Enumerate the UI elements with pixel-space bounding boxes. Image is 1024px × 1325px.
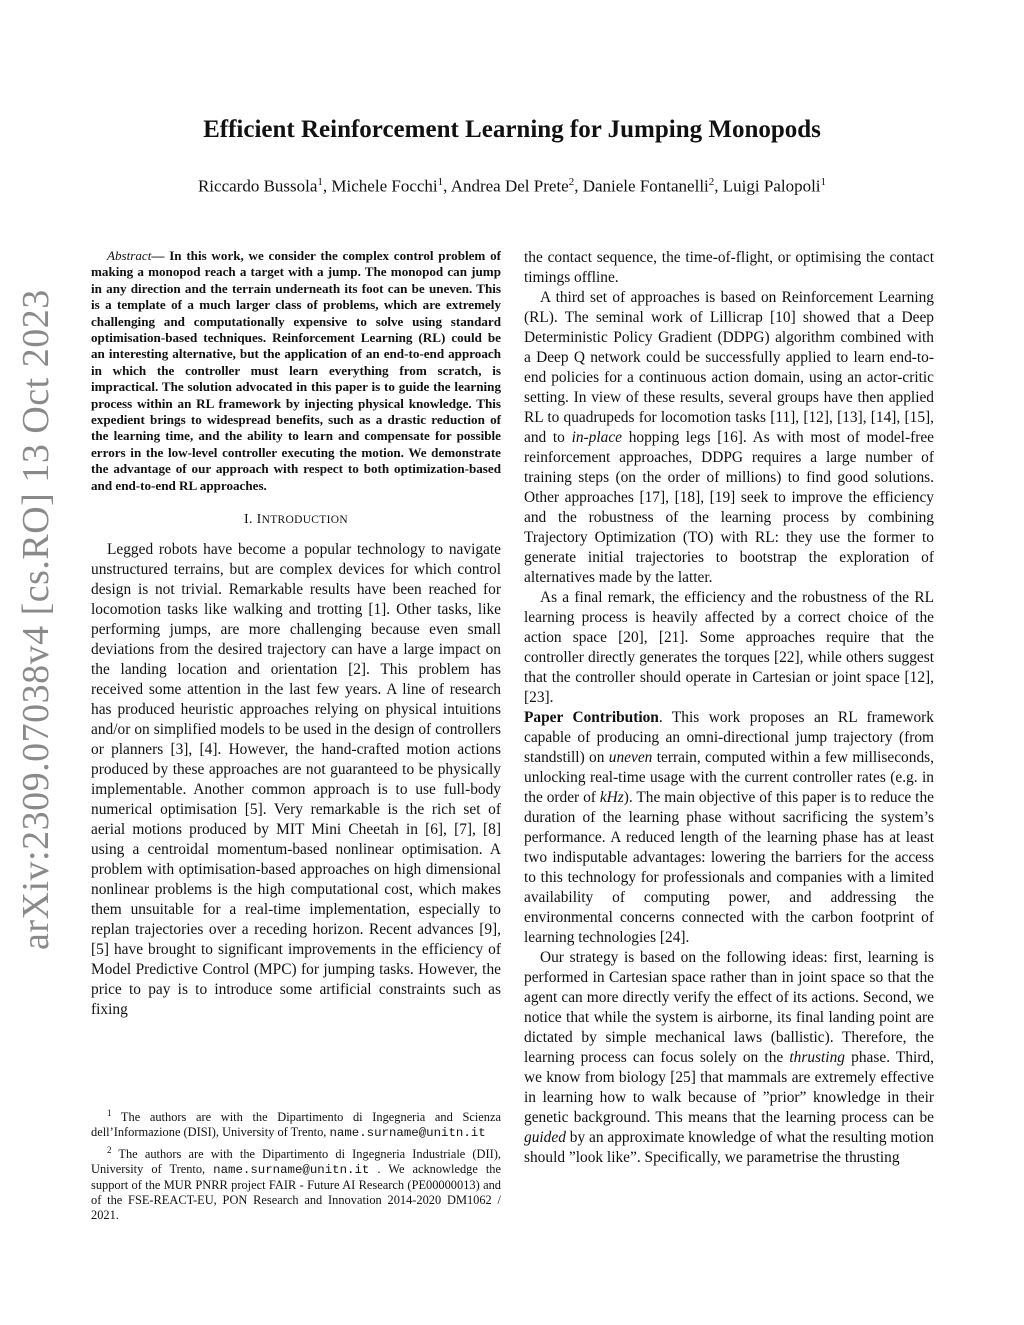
author-name: Luigi Palopoli [722,176,821,196]
emphasis-text: in-place [571,429,622,446]
paragraph-text: by an approximate knowledge of what the resulting motion should ”look like”. Specifically, we parametrise the thrusting [524,1129,934,1166]
footnote-mark: 1 [107,1108,112,1118]
author-affiliation: 1 [437,176,444,188]
author-affiliation: 2 [708,176,715,188]
section-title-rest: NTRODUCTION [261,514,348,527]
footnote-text: . We acknowledge the support of the MUR PNRR project FAIR - Future AI Research (PE00000013) and of the FSE-REACT-EU, PON Research and Innovation 2014-2020 DM1062 / 2021. [91,1162,501,1223]
author-list: Riccardo Bussola$^1$, Michele Focchi$^1$, Andrea Del Prete$^2$, Daniele Fontanelli$^2$, Luigi Palopoli$^1$ [197,176,827,196]
paragraph-continuation: the contact sequence, the time-of-flight, or optimising the contact timings offline. [524,249,934,286]
paragraph-contribution [524,708,934,948]
paragraph-text: ). The main objective of this paper is to reduce the duration of the learning phase without sacrificing the system’s performance. A reduced length of the learning phase has at least two indisputable advantages: lowering the barriers for the access to this technology for professionals and companies with a limited availability of computing power, and addressing the environmental concerns connected with the carbon footprint of learning technologies [24]. [524,789,934,946]
intro-paragraph: Legged robots have become a popular technology to navigate unstructured terrains, but are complex devices for which control design is not trivial. Remarkable results have been reached for locomotion tasks like walking and trotting [1]. Other tasks, like performing jumps, are more challenging because even small deviations from the desired trajectory can have a large impact on the landing location and orientation [2]. This problem has received some attention in the last few years. A line of research has produced heuristic approaches relying on physical intuitions and/or on simplified models to be used in the design of controllers or planners [3], [4]. However, the hand-crafted motion actions produced by these approaches are not guaranteed to be physically implementable. Another common approach is to use full-body numerical optimisation [5]. Very remarkable is the rich set of aerial motions produced by MIT Mini Cheetah in [6], [7], [8] using a centroidal momentum-based nonlinear optimisation. A problem with optimisation-based approaches on high dimensional nonlinear problems is the high computational cost, which makes them unsuitable for a real-time implementation, especially to replan trajectories over a receding horizon. Recent advances [9], [5] have brought to significant improvements in the efficiency of Model Predictive Control (MPC) for jumping tasks. However, the price to pay is to introduce some artificial constraints such as fixing [91,541,501,1019]
paragraph-text: terrain, computed within a few milliseconds, unlocking real-time usage with the current controller rates (e.g. in the order of [524,749,934,806]
author-affiliation: 1 [820,176,827,188]
paragraph-rl-approaches [524,288,934,588]
footnote-2 [91,1143,501,1223]
abstract [91,248,501,494]
math-unit: kHz [599,789,624,806]
footnote-mark: 2 [107,1145,112,1156]
paragraph-text: phase. Third, we know from biology [25] that mammals are extremely effective in learning how to walk because of ”prior” knowledge in their genetic background. This means that the learning process can be [524,1049,934,1126]
arxiv-identifier-stamp: arXiv:2309.07038v4 [cs.RO] 13 Oct 2023 [15,289,57,950]
abstract-text: — In this work, we consider the complex control problem of making a monopod reach a target with a jump. The monopod can jump in any direction and the terrain underneath its foot can be uneven. This is a template of a much larger class of problems, which are extremely challenging and computationally expensive to solve using standard optimisation-based techniques. Reinforcement Learning (RL) could be an interesting alternative, but the application of an end-to-end approach in which the controller must learn everything from scratch, is impractical. The solution advocated in this paper is to guide the learning process within an RL framework by injecting physical knowledge. This expedient brings to widespread benefits, such as a drastic reduction of the learning time, and the ability to learn and compensate for possible errors in the low-level controller executing the motion. We demonstrate the advantage of our approach with respect to both optimization-based and end-to-end RL approaches. [91,248,501,493]
section-number: I. [244,512,253,528]
section-heading-introduction [91,510,501,530]
footnote-text: The authors are with the Dipartimento di Ingegneria and Scienza dell’Informazione (DISI), University of Trento, [91,1110,501,1140]
section-title-initial: I [256,512,262,528]
contribution-label: Paper Contribution [524,709,659,726]
footnote-email: name.surname@unitn.it [213,1163,370,1178]
author-affiliation: 2 [568,176,575,188]
paragraph-text: A third set of approaches is based on Reinforcement Learning (RL). The seminal work of Lillicrap [10] showed that a Deep Deterministic Policy Gradient (DDPG) algorithm combined with a Deep Q network could be successfully applied to learn end-to-end policies for a continuous action domain, using an actor-critic setting. In view of these results, several groups have then applied RL to quadrupeds for locomotion tasks [11], [12], [13], [14], [15], and to [524,289,934,446]
author-affiliation: 1 [317,176,323,188]
paragraph-text: hopping legs [16]. As with most of model-free reinforcement approaches, DDPG requires a large number of training steps (on the order of millions) to find good solutions. Other approaches [17], [18], [19] seek to improve the efficiency and the robustness of the learning process by combining Trajectory Optimization (TO) with RL: they use the former to generate initial trajectories to bootstrap the exploration of alternatives made by the latter. [524,429,935,586]
paragraph-action-space: As a final remark, the efficiency and the robustness of the RL learning process is heavily affected by a correct choice of the action space [20], [21]. Some approaches require that the controller directly generates the torques [22], while others suggest that the controller should operate in Cartesian or joint space [12], [23]. [524,589,934,706]
footnote-1 [91,1106,501,1141]
emphasis-text: thrusting [789,1049,845,1066]
paper-title: Efficient Reinforcement Learning for Jumping Monopods [203,116,821,143]
footnote-email: name.surname@unitn.it [329,1126,486,1141]
author-name: Andrea Del Prete [450,176,569,196]
paragraph-text: . This work proposes an RL framework capable of producing an omni-directional jump trajectory (from standstill) on [524,709,934,766]
footnotes [91,1106,501,1223]
emphasis-text: guided [524,1129,566,1146]
author-name: Michele Focchi [331,176,438,196]
left-column [91,248,501,1020]
right-column [524,248,934,1168]
author-name: Daniele Fontanelli [582,176,709,196]
paragraph-strategy [524,948,934,1168]
abstract-label: Abstract [107,248,152,263]
paragraph-text: Our strategy is based on the following ideas: first, learning is performed in Cartesian space rather than in joint space so that the agent can more directly verify the effect of its actions. Second, we notice that while the system is airborne, its final landing point are dictated by simple mechanical laws (ballistic). Therefore, the learning process can focus solely on the [524,949,934,1066]
author-name: Riccardo Bussola [197,176,318,196]
footnote-text: The authors are with the Dipartimento di Ingegneria Industriale (DII), University of Trento, [91,1147,501,1177]
emphasis-text: uneven [608,749,653,766]
